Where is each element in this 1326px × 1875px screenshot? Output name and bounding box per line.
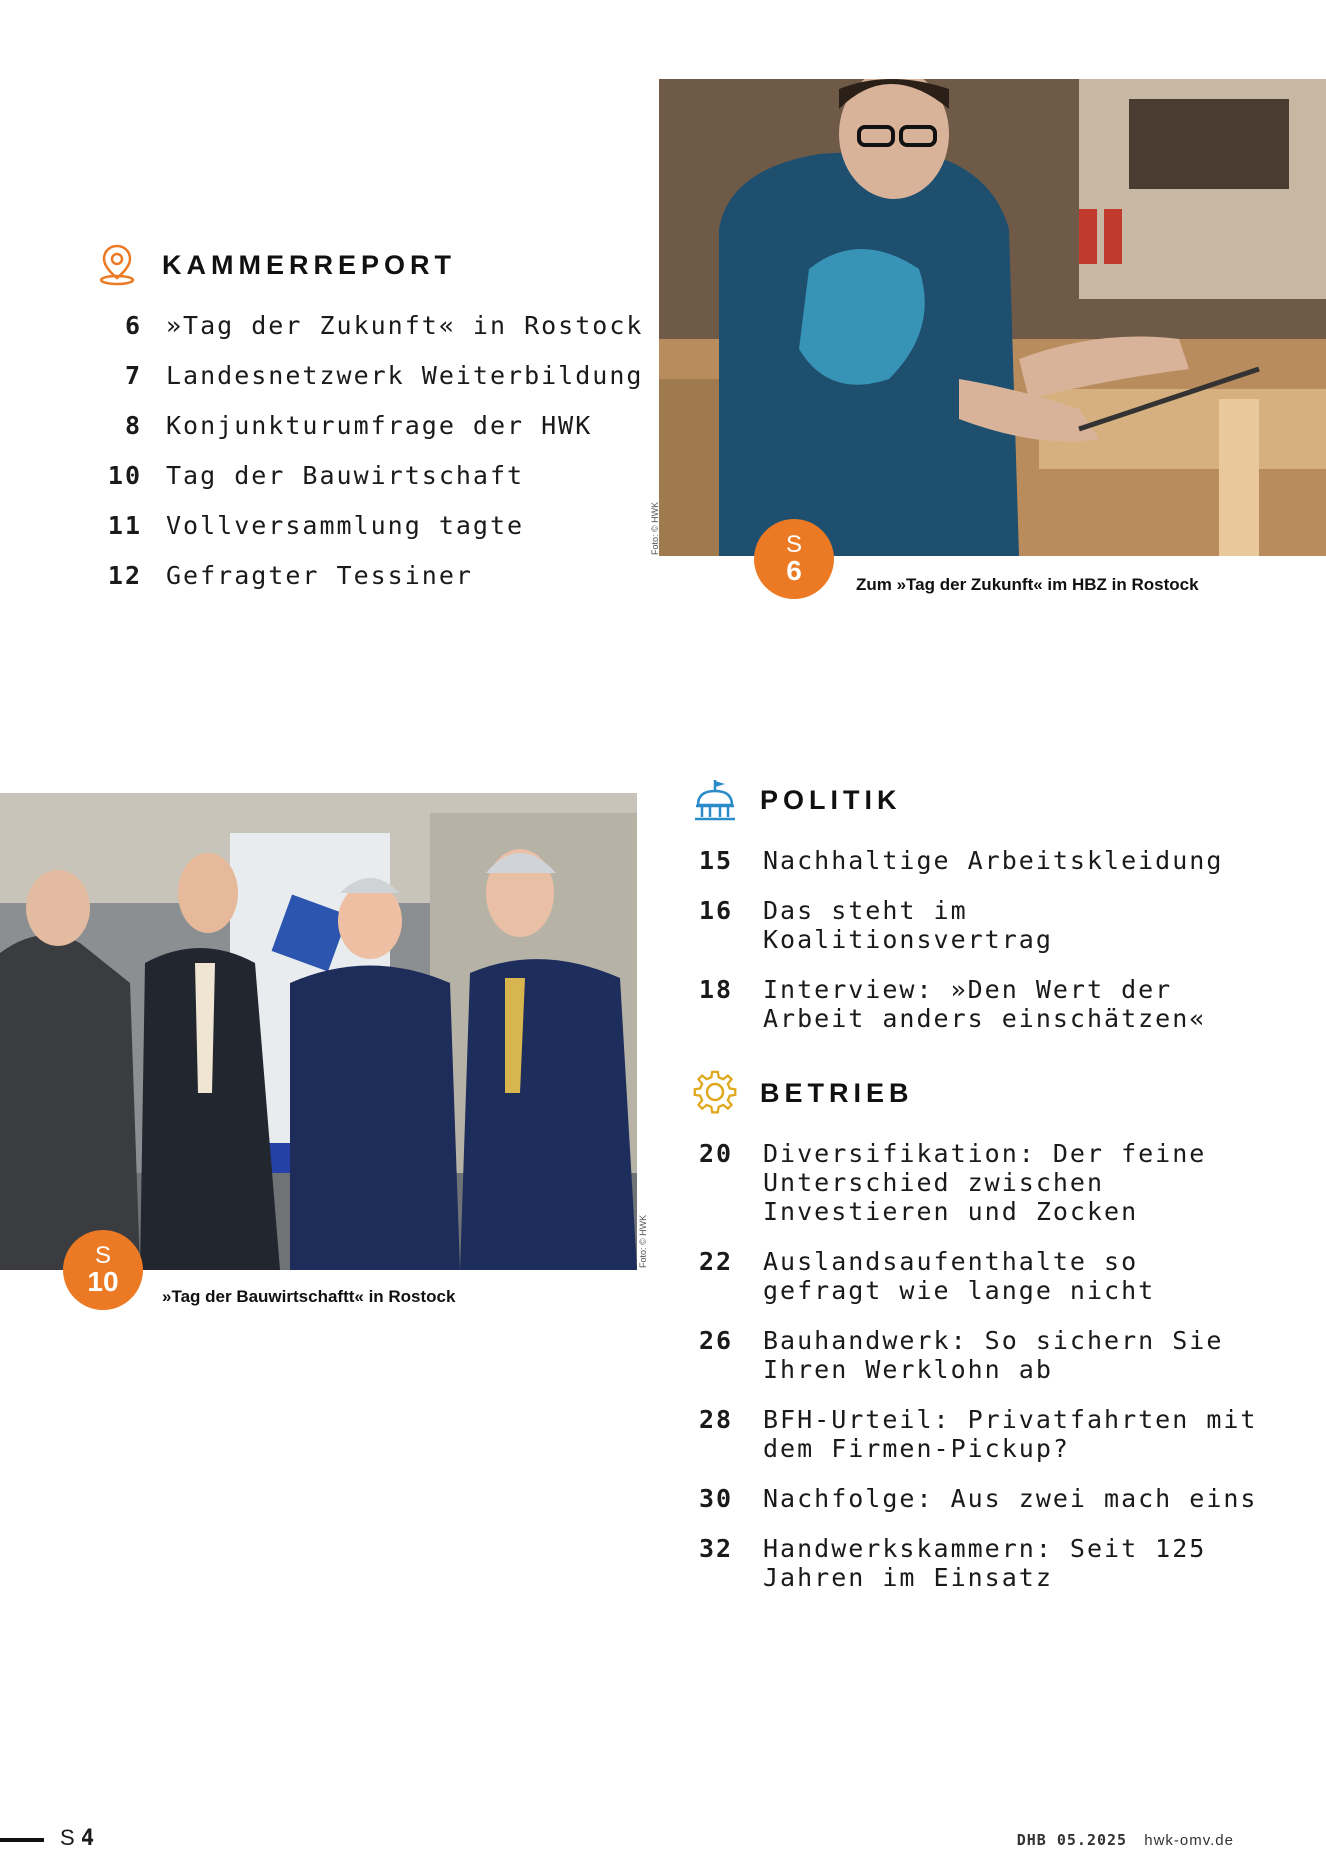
page-number: 11 bbox=[107, 511, 142, 540]
toc-item[interactable] bbox=[100, 361, 643, 390]
page-num: 4 bbox=[80, 1826, 95, 1851]
page-prefix: S bbox=[60, 1825, 75, 1850]
photo-credit: Foto: © HWK bbox=[638, 1214, 648, 1268]
parliament-dome-icon bbox=[692, 777, 738, 823]
toc-item[interactable] bbox=[100, 311, 643, 340]
footer-page-number bbox=[60, 1825, 94, 1851]
photo-credit: Foto: © HWK bbox=[650, 501, 660, 555]
toc-title: Tag der Bauwirtschaft bbox=[166, 461, 525, 490]
toc-item[interactable] bbox=[699, 1139, 1259, 1226]
toc-title: Interview: »Den Wert der Arbeit anders einschätzen« bbox=[763, 975, 1207, 1033]
page-number: 18 bbox=[699, 975, 734, 1004]
toc-title: Konjunkturumfrage der HWK bbox=[166, 411, 593, 440]
workshop-photo bbox=[659, 79, 1326, 556]
location-pin-icon bbox=[94, 242, 140, 288]
betrieb-heading bbox=[692, 1070, 914, 1116]
page-number: 20 bbox=[699, 1139, 734, 1168]
section-title: BETRIEB bbox=[760, 1077, 914, 1108]
group-photo bbox=[0, 793, 637, 1270]
page-number: 10 bbox=[107, 461, 142, 490]
page-number: 16 bbox=[699, 896, 734, 925]
page-number: 7 bbox=[124, 361, 142, 390]
toc-item[interactable] bbox=[699, 1405, 1259, 1463]
issue-label: DHB 05.2025 bbox=[1016, 1831, 1128, 1849]
photo-caption: »Tag der Bauwirtschaftt« in Rostock bbox=[162, 1287, 456, 1306]
page-number: 6 bbox=[124, 311, 142, 340]
politik-list bbox=[699, 846, 1259, 1033]
section-title: POLITIK bbox=[760, 784, 902, 815]
toc-item[interactable] bbox=[100, 561, 643, 590]
toc-item[interactable] bbox=[699, 846, 1259, 875]
page-badge[interactable] bbox=[754, 519, 834, 599]
toc-title: Nachfolge: Aus zwei mach eins bbox=[763, 1484, 1258, 1513]
group-photo-illustration bbox=[0, 793, 637, 1270]
site-url[interactable]: hwk-omv.de bbox=[1144, 1832, 1234, 1849]
page-number: 15 bbox=[699, 846, 734, 875]
toc-title: Das steht im Koalitionsvertrag bbox=[763, 896, 1053, 954]
toc-item[interactable] bbox=[100, 461, 643, 490]
toc-title: BFH-Urteil: Privatfahrten mit dem Firmen-Pickup? bbox=[763, 1405, 1258, 1463]
page-number: 30 bbox=[699, 1484, 734, 1513]
gear-icon bbox=[692, 1070, 738, 1116]
toc-title: Handwerkskammern: Seit 125 Jahren im Einsatz bbox=[763, 1534, 1207, 1592]
workshop-photo-illustration bbox=[659, 79, 1326, 556]
toc-item[interactable] bbox=[699, 896, 1259, 954]
toc-title: Vollversammlung tagte bbox=[166, 511, 525, 540]
badge-number: 10 bbox=[87, 1266, 119, 1297]
badge-prefix: S bbox=[94, 1242, 111, 1269]
page-number: 28 bbox=[699, 1405, 734, 1434]
toc-item[interactable] bbox=[699, 1247, 1259, 1305]
kammerreport-heading bbox=[94, 242, 456, 288]
toc-item[interactable] bbox=[699, 1534, 1259, 1592]
toc-title: Bauhandwerk: So sichern Sie Ihren Werklohn ab bbox=[763, 1326, 1224, 1384]
page-number: 12 bbox=[107, 561, 142, 590]
toc-title: Landesnetzwerk Weiterbildung bbox=[166, 361, 644, 390]
kammerreport-list bbox=[100, 311, 643, 611]
photo-caption: Zum »Tag der Zukunft« im HBZ in Rostock bbox=[856, 575, 1199, 594]
badge-number: 6 bbox=[786, 555, 802, 586]
toc-item[interactable] bbox=[100, 511, 643, 540]
toc-item[interactable] bbox=[100, 411, 643, 440]
toc-title: Gefragter Tessiner bbox=[166, 561, 473, 590]
page-badge[interactable] bbox=[63, 1230, 143, 1310]
politik-heading bbox=[692, 777, 902, 823]
page-number: 32 bbox=[699, 1534, 734, 1563]
toc-item[interactable] bbox=[699, 1326, 1259, 1384]
betrieb-list bbox=[699, 1139, 1259, 1592]
page-number: 22 bbox=[699, 1247, 734, 1276]
footer-rule bbox=[0, 1838, 44, 1842]
toc-item[interactable] bbox=[699, 1484, 1259, 1513]
toc-title: »Tag der Zukunft« in Rostock bbox=[166, 311, 644, 340]
toc-title: Diversifikation: Der feine Unterschied zwischen Investieren und Zocken bbox=[763, 1139, 1207, 1226]
section-title: KAMMERREPORT bbox=[162, 249, 456, 280]
footer-publication bbox=[1017, 1831, 1234, 1849]
toc-title: Nachhaltige Arbeitskleidung bbox=[763, 846, 1224, 875]
page-number: 8 bbox=[124, 411, 142, 440]
page-number: 26 bbox=[699, 1326, 734, 1355]
badge-prefix: S bbox=[785, 531, 802, 558]
toc-item[interactable] bbox=[699, 975, 1259, 1033]
toc-title: Auslandsaufenthalte so gefragt wie lange nicht bbox=[763, 1247, 1156, 1305]
